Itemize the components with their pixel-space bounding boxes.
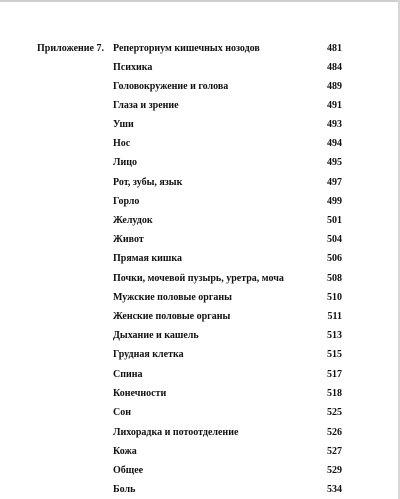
toc-entry-page: 501 <box>327 215 342 226</box>
toc-entry-page: 510 <box>327 292 342 303</box>
toc-entry <box>0 464 400 478</box>
toc-entry <box>0 445 400 459</box>
toc-entry-page: 525 <box>327 407 342 418</box>
toc-entry <box>0 233 400 247</box>
toc-entry-title: Желудок <box>113 215 153 226</box>
toc-entry-title: Почки, мочевой пузырь, уретра, моча <box>113 273 284 284</box>
toc-entry <box>0 80 400 94</box>
toc-entry <box>0 291 400 305</box>
toc-entry-page: 513 <box>327 330 342 341</box>
toc-entry-page: 518 <box>327 388 342 399</box>
toc-entry-page: 493 <box>327 119 342 130</box>
toc-entry <box>0 348 400 362</box>
toc-entry <box>0 137 400 151</box>
toc-entry-page: 506 <box>327 253 342 264</box>
toc-entry <box>0 310 400 324</box>
toc-entry <box>0 406 400 420</box>
toc-entry-title: Конечности <box>113 388 167 399</box>
toc-entry-title: Психика <box>113 62 153 73</box>
toc-entry-title: Боль <box>113 484 136 495</box>
toc-entry <box>0 368 400 382</box>
toc-entry-title: Уши <box>113 119 134 130</box>
toc-entry-page: 497 <box>327 177 342 188</box>
toc-entry <box>0 387 400 401</box>
appendix-label: Приложение 7. <box>37 43 104 54</box>
toc-entry <box>0 61 400 75</box>
toc-entry-page: 517 <box>327 369 342 380</box>
toc-entry-page: 508 <box>327 273 342 284</box>
toc-entry <box>0 156 400 170</box>
toc-entry-page: 504 <box>327 234 342 245</box>
toc-entry-title: Дыхание и кашель <box>113 330 199 341</box>
toc-entry-title: Лихорадка и потоотделение <box>113 427 239 438</box>
toc-entry-page: 534 <box>327 484 342 495</box>
toc-entry-title: Рот, зубы, язык <box>113 177 183 188</box>
toc-entry-title: Общее <box>113 465 144 476</box>
toc-entry <box>0 99 400 113</box>
toc-entry-title: Сон <box>113 407 131 418</box>
toc-entry-title: Прямая кишка <box>113 253 182 264</box>
toc-entry <box>0 195 400 209</box>
toc-entry-page: 526 <box>327 427 342 438</box>
toc-entry-title: Реперториум кишечных нозодов <box>113 43 260 54</box>
toc-entry-page: 529 <box>327 465 342 476</box>
toc-entry-title: Кожа <box>113 446 137 457</box>
toc-entry <box>0 483 400 497</box>
toc-entry-page: 481 <box>327 43 342 54</box>
toc-entry <box>0 42 400 56</box>
toc-entry <box>0 272 400 286</box>
toc-entry <box>0 214 400 228</box>
toc-entry-title: Горло <box>113 196 140 207</box>
toc-entry-title: Женские половые органы <box>113 311 231 322</box>
toc-entry-page: 489 <box>327 81 342 92</box>
toc-entry-page: 484 <box>327 62 342 73</box>
toc-entry-page: 494 <box>327 138 342 149</box>
toc-entry <box>0 118 400 132</box>
toc-entry <box>0 329 400 343</box>
toc-entry-title: Лицо <box>113 157 137 168</box>
toc-entry-page: 527 <box>327 446 342 457</box>
toc-entry <box>0 252 400 266</box>
toc-entry-title: Нос <box>113 138 131 149</box>
toc-entry-page: 491 <box>327 100 342 111</box>
toc-entry-page: 515 <box>327 349 342 360</box>
toc-entry-title: Мужские половые органы <box>113 292 232 303</box>
toc-entry-title: Грудная клетка <box>113 349 184 360</box>
toc-entry <box>0 426 400 440</box>
toc-entry-page: 495 <box>327 157 342 168</box>
toc-entry <box>0 176 400 190</box>
toc-entry-title: Глаза и зрение <box>113 100 179 111</box>
toc-entry-title: Головокружение и голова <box>113 81 229 92</box>
toc-entry-title: Спина <box>113 369 143 380</box>
toc-entry-page: 499 <box>327 196 342 207</box>
toc-entry-title: Живот <box>113 234 144 245</box>
toc-entry-page: 511 <box>327 311 342 322</box>
